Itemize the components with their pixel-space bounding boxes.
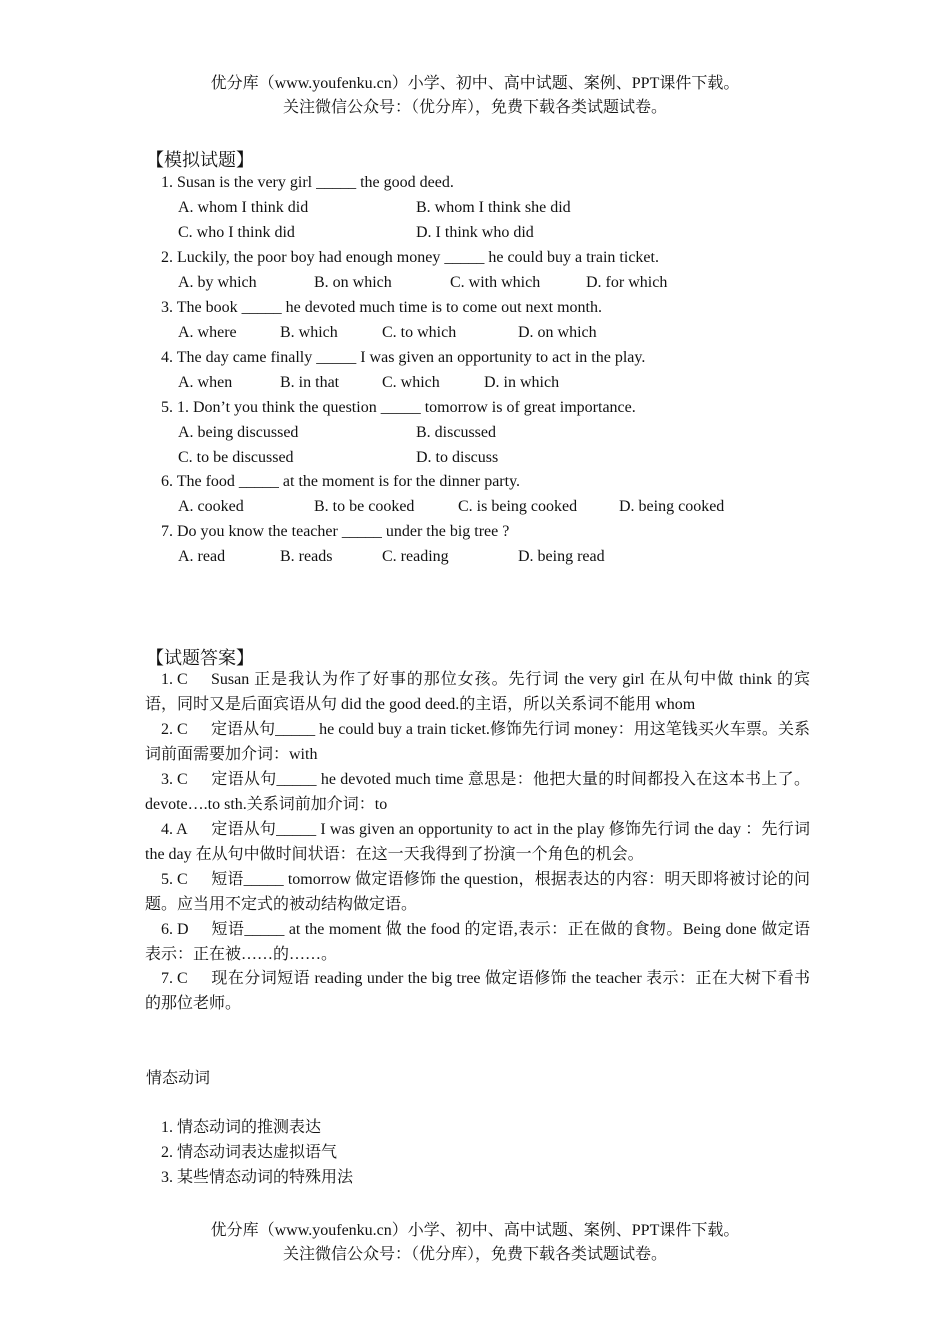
question-6: 6. The food _____ at the moment is for the dinner party. bbox=[161, 473, 521, 490]
option-3b: B. which bbox=[280, 324, 338, 341]
option-2d: D. for which bbox=[586, 274, 668, 291]
option-6c: C. is being cooked bbox=[458, 498, 578, 515]
quiz-heading: 【模拟试题】 bbox=[146, 150, 254, 170]
header-line-2: 关注微信公众号：（优分库），免费下载各类试题试卷。 bbox=[282, 99, 667, 116]
answer-text: 定语从句_____ he devoted much time 意思是：他把大量的时间都投入在这本书上了。devote….to sth.关系词前加介词：to bbox=[145, 771, 810, 813]
modal-item-2: 2. 情态动词表达虚拟语气 bbox=[161, 1144, 338, 1161]
answer-text: 短语_____ at the moment 做 the food 的定语,表示：正在做的食物。Being done 做定语表示：正在被……的……。 bbox=[145, 921, 810, 963]
answer-2 bbox=[145, 718, 810, 768]
answer-1 bbox=[145, 668, 810, 718]
option-3c: C. to which bbox=[382, 324, 457, 341]
option-4a: A. when bbox=[178, 374, 233, 391]
answer-text: 短语_____ tomorrow 做定语修饰 the question，根据表达的内容：明天即将被讨论的问题。应当用不定式的被动结构做定语。 bbox=[145, 871, 810, 913]
option-5b: B. discussed bbox=[416, 424, 496, 441]
answer-label: 5. C bbox=[161, 871, 188, 888]
modal-title: 情态动词 bbox=[146, 1070, 211, 1087]
option-4c: C. which bbox=[382, 374, 440, 391]
option-6a: A. cooked bbox=[178, 498, 244, 515]
answer-label: 7. C bbox=[161, 970, 188, 987]
answer-text: 现在分词短语 reading under the big tree 做定语修饰 the teacher 表示：正在大树下看书的那位老师。 bbox=[145, 970, 810, 1012]
answer-label: 1. C bbox=[161, 671, 188, 688]
option-5d: D. to discuss bbox=[416, 449, 499, 466]
answer-text: Susan 正是我认为作了好事的那位女孩。先行词 the very girl 在从句中做 think 的宾语，同时又是后面宾语从句 did the good deed.的主语，所以关系词不能用 whom bbox=[145, 671, 810, 713]
option-6b: B. to be cooked bbox=[314, 498, 415, 515]
modal-item-3: 3. 某些情态动词的特殊用法 bbox=[161, 1169, 354, 1186]
answer-6 bbox=[145, 918, 810, 968]
question-1: 1. Susan is the very girl _____ the good deed. bbox=[161, 174, 454, 191]
option-2b: B. on which bbox=[314, 274, 392, 291]
option-4d: D. in which bbox=[484, 374, 560, 391]
page-header bbox=[0, 72, 950, 120]
question-7: 7. Do you know the teacher _____ under the big tree ? bbox=[161, 523, 510, 540]
answers-heading: 【试题答案】 bbox=[146, 648, 254, 668]
option-7c: C. reading bbox=[382, 548, 449, 565]
option-3d: D. on which bbox=[518, 324, 597, 341]
page-footer bbox=[0, 1219, 950, 1267]
question-5: 5. 1. Don’t you think the question _____ tomorrow is of great importance. bbox=[161, 399, 636, 416]
answer-4 bbox=[145, 818, 810, 868]
answer-3 bbox=[145, 768, 810, 818]
answer-text: 定语从句_____ I was given an opportunity to act in the play 修饰先行词 the day ：先行词 the day 在从句中做时间状语：在这一天我得到了扮演一个角色的机会。 bbox=[145, 821, 810, 863]
answer-text: 定语从句_____ he could buy a train ticket.修饰先行词 money：用这笔钱买火车票。关系词前面需要加介词：with bbox=[145, 721, 810, 763]
option-7a: A. read bbox=[178, 548, 226, 565]
answer-7 bbox=[145, 967, 810, 1017]
answer-5 bbox=[145, 868, 810, 918]
answer-label: 4. A bbox=[161, 821, 188, 838]
option-1b: B. whom I think she did bbox=[416, 199, 571, 216]
option-2c: C. with which bbox=[450, 274, 541, 291]
option-5c: C. to be discussed bbox=[178, 449, 294, 466]
option-1c: C. who I think did bbox=[178, 224, 295, 241]
option-7d: D. being read bbox=[518, 548, 605, 565]
answer-label: 6. D bbox=[161, 921, 189, 938]
option-4b: B. in that bbox=[280, 374, 340, 391]
modal-item-1: 1. 情态动词的推测表达 bbox=[161, 1119, 322, 1136]
footer-line-2: 关注微信公众号：（优分库），免费下载各类试题试卷。 bbox=[282, 1246, 667, 1263]
question-4: 4. The day came finally _____ I was given an opportunity to act in the play. bbox=[161, 349, 646, 366]
option-1d: D. I think who did bbox=[416, 224, 534, 241]
answer-label: 2. C bbox=[161, 721, 188, 738]
question-2: 2. Luckily, the poor boy had enough money _____ he could buy a train ticket. bbox=[161, 249, 659, 266]
header-line-1: 优分库（www.youfenku.cn）小学、初中、高中试题、案例、PPT课件下载。 bbox=[210, 75, 740, 92]
option-1a: A. whom I think did bbox=[178, 199, 309, 216]
option-6d: D. being cooked bbox=[619, 498, 725, 515]
option-7b: B. reads bbox=[280, 548, 333, 565]
footer-line-1: 优分库（www.youfenku.cn）小学、初中、高中试题、案例、PPT课件下载。 bbox=[210, 1222, 740, 1239]
option-5a: A. being discussed bbox=[178, 424, 299, 441]
option-3a: A. where bbox=[178, 324, 237, 341]
question-3: 3. The book _____ he devoted much time is to come out next month. bbox=[161, 299, 602, 316]
answer-label: 3. C bbox=[161, 771, 188, 788]
option-2a: A. by which bbox=[178, 274, 257, 291]
